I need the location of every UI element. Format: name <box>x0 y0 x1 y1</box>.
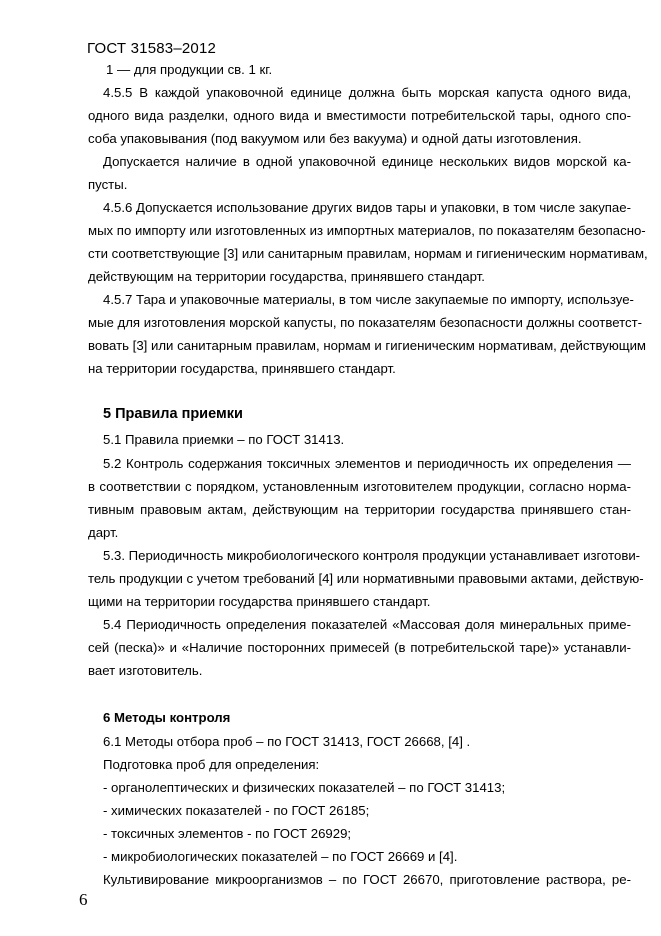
text-line: 4.5.6 Допускается использование других видов тары и упаковки, в том числе закупае- <box>103 200 631 215</box>
text-line: 4.5.5 В каждой упаковочной единице должна быть морская капуста одного вида, <box>103 85 631 100</box>
text-line: сти соответствующие [3] или санитарным правилам, нормам и гигиеническим нормативам, <box>88 246 648 261</box>
text-line: одного вида разделки, одного вида и вместимости потребительской тары, одного спо- <box>88 108 631 123</box>
text-line: 4.5.7 Тара и упаковочные материалы, в том числе закупаемые по импорту, используе- <box>103 292 634 307</box>
text-line: действующим на территории государства, принявшего стандарт. <box>88 269 485 284</box>
text-line: - токсичных элементов - по ГОСТ 26929; <box>103 826 352 841</box>
text-line: 1 — для продукции св. 1 кг. <box>106 62 273 77</box>
text-line: Допускается наличие в одной упаковочной единице нескольких видов морской ка- <box>103 154 631 169</box>
text-line: соба упаковывания (под вакуумом или без вакуума) и одной даты изготовления. <box>88 131 582 146</box>
text-line: мых по импорту или изготовленных из импортных материалов, по показателям безопасно- <box>88 223 646 238</box>
section-heading: 5 Правила приемки <box>103 406 243 422</box>
document-header: ГОСТ 31583–2012 <box>87 40 217 57</box>
text-line: тивным правовым актам, действующим на территории государства принявшего стан- <box>88 502 631 517</box>
text-line: пусты. <box>88 177 128 192</box>
text-line: на территории государства, принявшего стандарт. <box>88 361 396 376</box>
page-number: 6 <box>79 890 88 909</box>
text-line: щими на территории государства принявшего стандарт. <box>88 594 431 609</box>
text-line: - микробиологических показателей – по ГОСТ 26669 и [4]. <box>103 849 458 864</box>
text-line: 5.4 Периодичность определения показателей «Массовая доля минеральных приме- <box>103 617 631 632</box>
text-line: 5.2 Контроль содержания токсичных элементов и периодичность их определения — <box>103 456 631 471</box>
text-line: вовать [3] или санитарным правилам, нормам и гигиеническим нормативам, действующим <box>88 338 647 353</box>
text-line: сей (песка)» и «Наличие посторонних примесей (в потребительской таре)» устанавли- <box>88 640 631 655</box>
text-line: 5.3. Периодичность микробиологического контроля продукции устанавливает изготови- <box>103 548 641 563</box>
text-line: 6.1 Методы отбора проб – по ГОСТ 31413, ГОСТ 26668, [4] . <box>103 734 471 749</box>
text-line: в соответствии с порядком, установленным изготовителем продукции, согласно норма- <box>88 479 631 494</box>
text-line: мые для изготовления морской капусты, по показателям безопасности должны соответст- <box>88 315 643 330</box>
text-line: тель продукции с учетом требований [4] или нормативными правовыми актами, действую- <box>88 571 644 586</box>
text-line: дарт. <box>88 525 119 540</box>
text-line: Подготовка проб для определения: <box>103 757 320 772</box>
text-line: Культивирование микроорганизмов – по ГОСТ 26670, приготовление раствора, ре- <box>103 872 631 887</box>
text-line: - химических показателей - по ГОСТ 26185; <box>103 803 370 818</box>
text-line: - органолептических и физических показателей – по ГОСТ 31413; <box>103 780 506 795</box>
text-line: 5.1 Правила приемки – по ГОСТ 31413. <box>103 432 345 447</box>
section-heading: 6 Методы контроля <box>103 710 231 725</box>
text-line: вает изготовитель. <box>88 663 203 678</box>
